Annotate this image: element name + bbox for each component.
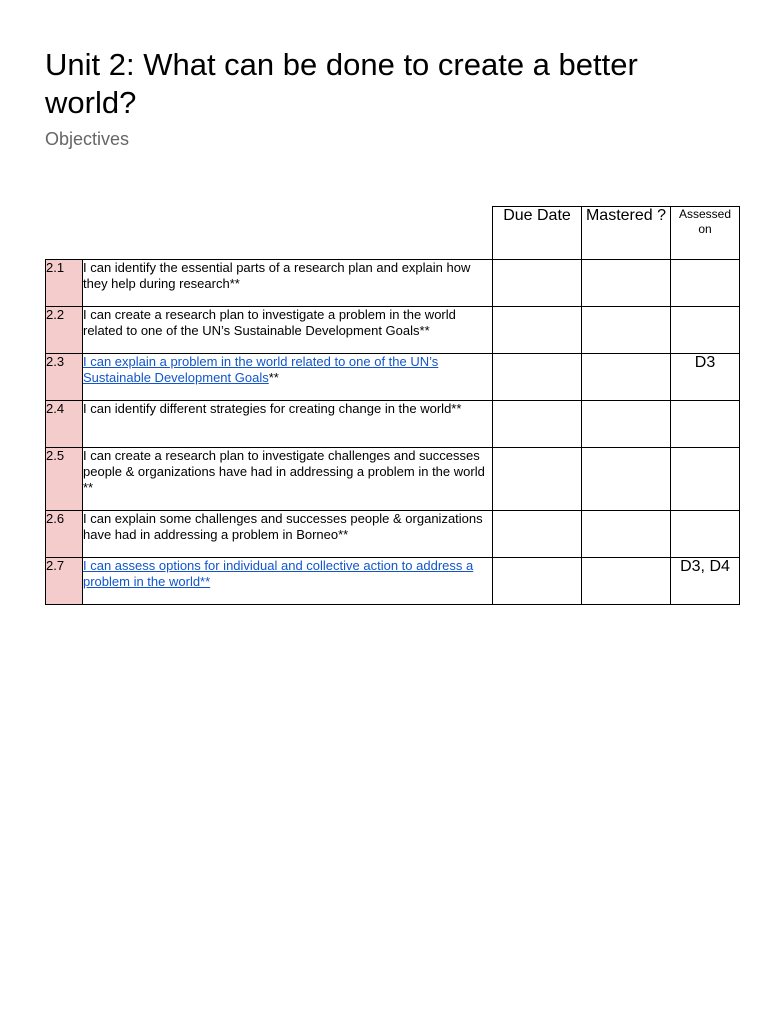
table-row (46, 260, 740, 307)
table-row (46, 307, 740, 354)
table-header-row (46, 207, 740, 260)
objectives-table (45, 206, 740, 605)
due-date-cell[interactable] (493, 401, 582, 448)
mastered-cell[interactable] (582, 558, 671, 605)
mastered-cell[interactable] (582, 260, 671, 307)
objective-number: 2.2 (46, 307, 83, 354)
objective-number: 2.4 (46, 401, 83, 448)
objective-text (83, 401, 493, 448)
objective-description: I can explain some challenges and successes people & organizations have had in addressing a problem in Borneo** (83, 511, 483, 542)
assessed-on-cell[interactable]: D3, D4 (671, 558, 740, 605)
mastered-cell[interactable] (582, 307, 671, 354)
assessed-on-cell[interactable] (671, 511, 740, 558)
objective-number: 2.6 (46, 511, 83, 558)
objective-text (83, 307, 493, 354)
table-row (46, 511, 740, 558)
table-row (46, 558, 740, 605)
objective-number: 2.5 (46, 448, 83, 511)
objective-suffix: ** (268, 370, 279, 385)
due-date-cell[interactable] (493, 354, 582, 401)
mastered-cell[interactable] (582, 401, 671, 448)
objective-link[interactable]: I can explain a problem in the world related to one of the UN’s Sustainable Development Goals (83, 354, 439, 385)
due-date-cell[interactable] (493, 307, 582, 354)
due-date-cell[interactable] (493, 448, 582, 511)
objective-text (83, 558, 493, 605)
table-row (46, 448, 740, 511)
due-date-cell[interactable] (493, 558, 582, 605)
assessed-on-cell[interactable] (671, 307, 740, 354)
objective-number: 2.7 (46, 558, 83, 605)
mastered-cell[interactable] (582, 448, 671, 511)
objective-number: 2.3 (46, 354, 83, 401)
mastered-cell[interactable] (582, 354, 671, 401)
objective-text (83, 260, 493, 307)
due-date-cell[interactable] (493, 260, 582, 307)
page-subtitle: Objectives (45, 129, 130, 149)
assessed-on-cell[interactable] (671, 448, 740, 511)
objective-description: I can create a research plan to investigate a problem in the world related to one of the UN’s Sustainable Development Goals** (83, 307, 456, 338)
header-assessed-on: Assessed on (671, 207, 740, 260)
due-date-cell[interactable] (493, 511, 582, 558)
table-row (46, 354, 740, 401)
assessed-on-cell[interactable] (671, 260, 740, 307)
objective-text (83, 354, 493, 401)
header-mastered: Mastered ? (582, 207, 671, 260)
table-row (46, 401, 740, 448)
objective-description: I can identify different strategies for creating change in the world** (83, 401, 462, 416)
assessed-on-cell[interactable] (671, 401, 740, 448)
mastered-cell[interactable] (582, 511, 671, 558)
page-title: Unit 2: What can be done to create a better world? (45, 47, 638, 120)
objective-number: 2.1 (46, 260, 83, 307)
objective-text (83, 511, 493, 558)
objective-text (83, 448, 493, 511)
objective-link[interactable]: I can assess options for individual and collective action to address a problem in the world** (83, 558, 474, 589)
objective-description: I can identify the essential parts of a research plan and explain how they help during research** (83, 260, 471, 291)
header-due-date: Due Date (493, 207, 582, 260)
objective-description: I can create a research plan to investigate challenges and successes people & organizations have had in addressing a problem in the world ** (83, 448, 485, 495)
header-blank-cell (46, 207, 493, 260)
assessed-on-cell[interactable]: D3 (671, 354, 740, 401)
